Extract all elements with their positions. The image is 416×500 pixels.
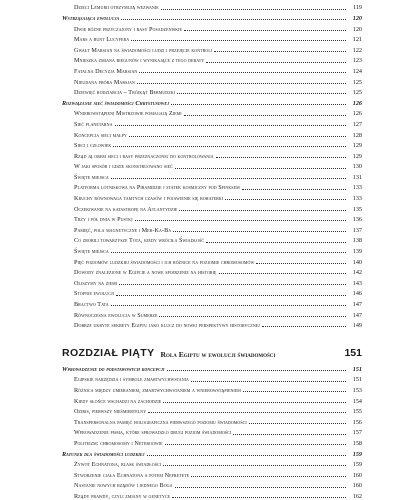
dot-leader [173,231,346,232]
toc-entry-title: Rząd ją orem sieci i rasy przeznaczonej do kontrolowania [74,152,214,160]
toc-entry[interactable] [62,75,362,86]
toc-entry-title: Dzieci Lemurii otrzymują wezwanie [74,4,159,12]
toc-entry[interactable] [62,160,362,171]
dot-leader [171,104,346,105]
toc-entry-title: Wprowadzenie do podstawowych koncepcji [62,365,165,373]
dot-leader [131,40,346,41]
toc-entry[interactable] [62,308,362,319]
toc-entry-title: Platforma lotniskowa na Piramidzie i statek kosmiczny pod Sfinksem [74,184,240,192]
chapter-title: Rola Egiptu w ewolucji świadomości [160,350,276,360]
toc-entry-page: 147 [352,311,362,319]
dot-leader [184,30,346,31]
toc-entry[interactable] [62,234,362,245]
toc-entry[interactable] [62,86,362,97]
toc-entry-page: 162 [352,492,362,500]
toc-entry[interactable] [62,415,362,426]
toc-entry-title: Mars a bunt Lucyfera [74,36,130,44]
toc-entry-title: Dziewięć rodziarcia – Trójkąt Bermudzki [74,89,176,97]
toc-entry-title: Transpersonalna pamięć holograficzna pierwszego poziomu świadomości [74,418,247,426]
dot-leader [111,252,346,253]
toc-section-entry[interactable] [62,12,362,23]
toc-entry-title: Oliszymy na ziemi [74,279,118,287]
toc-entry-title: Dwie różne przyczajony i rasy Posadzeniskie [74,25,183,33]
dot-leader [147,455,346,456]
toc-entry[interactable] [62,276,362,287]
toc-entry-title: Co zrobili towarzysze Tota, kiedy wróciła Świadłość [74,237,204,245]
toc-entry-title: Rządy prawdy, czyli zmiany w genetyce [74,492,171,500]
dot-leader [163,465,346,466]
toc-entry-title: Politeizm: chromosomy i Neteroowie [74,439,163,447]
toc-entry-title: Trzy i pół dnia w Pustki [74,216,133,224]
toc-entry[interactable] [62,43,362,54]
dot-leader [148,412,346,413]
toc-entry-page: 154 [352,397,362,405]
dot-leader [256,263,346,264]
chapter-page-number: 151 [344,347,362,360]
toc-entry-title: Wprowadzenie pisma, które sprowadzło drugi poziom świadomości [74,429,232,437]
dot-leader [233,434,346,435]
toc-entry-page: 133 [352,184,362,192]
toc-entry[interactable] [62,139,362,150]
dot-leader [111,178,346,179]
toc-entry-page: 121 [352,36,362,44]
toc-entry-page: 138 [352,237,362,245]
toc-entry-title: Koncepcja sieci małpy [74,131,127,139]
dot-leader [111,305,346,306]
toc-entry-title: Dobrze ukryte sekrety Egiptu jako klucz do nowej perspektywy historycznej [74,322,260,330]
toc-entry[interactable] [62,118,362,129]
toc-entry-title: Dowody znalezione w Egipcie a nowe spojrzenie na historię [74,269,217,277]
toc-entry-page: 153 [352,386,362,394]
toc-entry[interactable] [62,255,362,266]
toc-entry[interactable] [62,266,362,277]
toc-entry-page: 120 [352,25,362,33]
toc-entry-page: 128 [352,131,362,139]
toc-entry-page: 131 [352,173,362,181]
toc-entry-title: Święte miejsca [74,173,109,181]
dot-leader [167,370,346,371]
toc-entry[interactable] [62,384,362,395]
toc-entry-page: 151 [352,376,362,384]
toc-entry-page: 137 [352,226,362,234]
dot-leader [129,136,346,137]
table-of-contents [62,1,362,500]
toc-entry[interactable] [62,65,362,76]
toc-entry-page: 119 [352,4,362,12]
toc-entry-title: Mnieszka zmiana biegunów i wynikające z tego debaty [74,57,205,65]
toc-entry-title: Kruchy równowaga tamtych czasów i pojawienie się bohaterki [74,195,224,203]
toc-entry[interactable] [62,1,362,12]
toc-entry-page: 149 [352,322,362,330]
toc-entry-page: 135 [352,205,362,213]
toc-entry-title: Stworzenie ciała Echnatona a potem Nefretete [74,471,190,479]
toc-entry-page: 129 [352,142,362,150]
toc-entry[interactable] [62,479,362,490]
toc-entry-page: 159 [352,450,362,458]
toc-entry-page: 158 [352,439,362,447]
toc-entry-page: 122 [352,46,362,54]
toc-entry-page: 140 [352,258,362,266]
toc-entry-title: Gwałt Marsjan na świadomości ludzi i przejęcie kontroli [74,46,213,54]
toc-entry[interactable] [62,287,362,298]
toc-entry-title: Równoczesna ewolucja w Sumerze [74,311,158,319]
toc-entry-title: Oziris, pierwszy nieśmiertelny [74,408,147,416]
toc-entry-page: 126 [352,99,362,107]
toc-entry-title: Sieci i człowiek [74,142,112,150]
toc-entry-page: 139 [352,248,362,256]
toc-entry[interactable] [62,149,362,160]
toc-entry[interactable] [62,128,362,139]
chapter-heading [62,335,362,359]
toc-part-two [62,362,362,500]
dot-leader [116,295,346,296]
dot-leader [179,210,346,211]
toc-entry-page: 125 [352,78,362,86]
toc-entry-page: 130 [352,163,362,171]
dot-leader [139,72,346,73]
toc-section-entry[interactable] [62,362,362,373]
toc-entry[interactable] [62,298,362,309]
toc-entry-title: W jaki sposób i gdzie skonstruowano sieć [74,163,173,171]
toc-entry-title: Kiedy słońce wschadzi na zachodzie [74,397,162,405]
toc-entry[interactable] [62,213,362,224]
dot-leader [219,273,347,274]
dot-leader [206,242,346,243]
toc-entry-page: 123 [352,57,362,65]
dot-leader [216,157,346,158]
dot-leader [191,381,346,382]
toc-entry[interactable] [62,171,362,182]
toc-entry-page: 147 [352,301,362,309]
dot-leader [165,444,346,445]
toc-entry[interactable] [62,181,362,192]
toc-entry[interactable] [62,394,362,405]
toc-entry-page: 146 [352,290,362,298]
toc-entry[interactable] [62,192,362,203]
dot-leader [225,199,346,200]
toc-entry[interactable] [62,22,362,33]
dot-leader [249,423,346,424]
toc-entry[interactable] [62,458,362,469]
toc-entry-page: 133 [352,195,362,203]
toc-entry-title: Święte miejsca [74,248,109,256]
dot-leader [119,284,346,285]
toc-entry-title: Wstrząsająca ewolucja [62,14,120,22]
dot-leader [135,220,346,221]
dot-leader [214,51,346,52]
toc-entry-title: Bractwo Tata [74,301,109,309]
toc-entry-page: 142 [352,269,362,277]
toc-entry-title: Wniebowstąpieni Mistrzowie pomagają Ziemi [74,110,182,118]
toc-entry-page: 126 [352,110,362,118]
dot-leader [163,402,346,403]
dot-leader [206,62,346,63]
dot-leader [175,487,346,488]
toc-entry[interactable] [62,33,362,44]
dot-leader [115,125,346,126]
toc-entry[interactable] [62,437,362,448]
dot-leader [159,316,346,317]
dot-leader [121,19,346,20]
toc-entry[interactable] [62,54,362,65]
toc-entry[interactable] [62,223,362,234]
dot-leader [177,93,346,94]
toc-entry[interactable] [62,426,362,437]
toc-entry-title: Pięć poziomów ludzkiej świadomości i ich różnice na poziomie chromosomów [74,258,255,266]
toc-entry[interactable] [62,490,362,500]
toc-entry-title: Różnica między umieraniem, zmartwychwstaniem a wniebowstąpieniem [74,386,241,394]
toc-entry-page: 129 [352,152,362,160]
toc-entry-page: 155 [352,408,362,416]
toc-entry-title: Pamięć, pola magnetyczne i Mer-Ka-Ba [74,226,172,234]
toc-entry-page: 157 [352,429,362,437]
toc-entry-page: 160 [352,471,362,479]
toc-entry-page: 125 [352,89,362,97]
toc-entry[interactable] [62,405,362,416]
toc-entry[interactable] [62,468,362,479]
toc-entry-title: Stopnie ewolucji [74,290,114,298]
dot-leader [184,115,346,116]
toc-entry-page: 136 [352,216,362,224]
dot-leader [175,168,346,169]
toc-section-entry[interactable] [62,447,362,458]
toc-entry-title: Ratunek dla świadomości ludzkiej [62,450,145,458]
toc-entry[interactable] [62,245,362,256]
toc-entry-page: 127 [352,120,362,128]
toc-entry-title: Nieudana próba Marsjan [74,78,135,86]
dot-leader [137,83,346,84]
toc-entry-page: 143 [352,279,362,287]
toc-entry-page: 159 [352,461,362,469]
toc-entry-title: Nastanie nowych rządów i jednego Boga [74,482,173,490]
toc-part-one [62,1,362,329]
toc-entry-page: 151 [352,365,362,373]
toc-entry-title: Oczekiwanie na katastrofę na Atlantydzie [74,205,178,213]
toc-entry-title: Rozwiązanie sieć świadomości Chrystusowej [62,99,170,107]
dot-leader [262,326,346,327]
toc-entry[interactable] [62,107,362,118]
toc-entry-page: 120 [352,14,362,22]
chapter-label: ROZDZIAŁ PIĄTY [62,347,155,360]
toc-entry-title: Egipskie narzędzia i symbole zmartwychwstania [74,376,189,384]
toc-entry-page: 156 [352,418,362,426]
dot-leader [242,189,346,190]
toc-entry[interactable] [62,373,362,384]
dot-leader [113,146,346,147]
toc-entry[interactable] [62,319,362,330]
dot-leader [243,391,346,392]
toc-entry-page: 160 [352,482,362,490]
dot-leader [172,497,346,498]
dot-leader [161,9,346,10]
dot-leader [191,476,346,477]
toc-entry-title: Żywot Echnatona, blask świadłości [74,461,162,469]
toc-entry[interactable] [62,202,362,213]
toc-entry-page: 124 [352,67,362,75]
toc-entry-title: Fatalna Decyzja Marsjan [74,67,138,75]
toc-section-entry[interactable] [62,96,362,107]
toc-entry-title: Sieć planetarna [74,120,113,128]
